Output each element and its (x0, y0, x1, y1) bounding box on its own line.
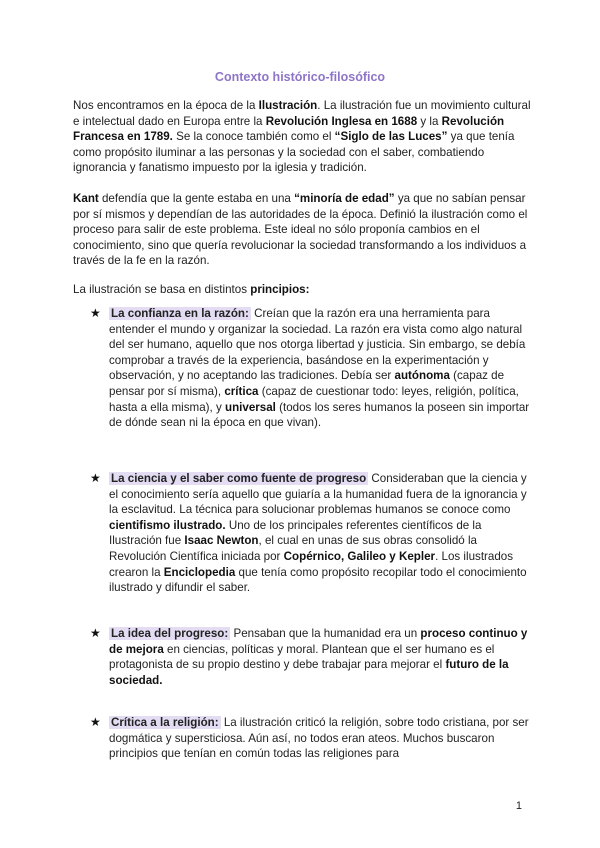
item3-text-2: en ciencias, políticas y moral. Plantean que el ser humano es el protagonista de su propio destino y debe trabajar para mejorar el (109, 642, 495, 672)
page-number: 1 (515, 800, 522, 812)
item1-text-3: (capaz de cuestionar todo: leyes, religión, política, hasta a ella misma), y (109, 384, 519, 414)
item3-bold-proceso: proceso continuo y de mejora (109, 627, 528, 656)
intro-bold-revolucion-inglesa: Revolución Inglesa en 1688 (265, 114, 418, 128)
kant-text-1: defendía que la gente estaba en una (98, 192, 295, 205)
item1-bold-autonoma: autónoma (394, 369, 450, 383)
list-item-ciencia-saber (90, 471, 535, 596)
list-item-text (109, 471, 535, 596)
principles-text: La ilustración se basa en distintos (73, 283, 251, 296)
list-item-text (109, 306, 535, 431)
intro-bold-ilustracion: Ilustración (258, 99, 318, 112)
kant-bold-minoria: “minoría de edad” (294, 192, 395, 205)
list-item-confianza-razon (90, 306, 535, 431)
highlighted-heading: La ciencia y el saber como fuente de progreso (111, 472, 367, 485)
item1-text-2: (capaz de pensar por sí misma), (109, 369, 505, 398)
item3-bold-futuro: futuro de la sociedad. (109, 658, 509, 687)
intro-text-5: ya que tenía como propósito iluminar a las personas y la sociedad con el saber, combatiendo ignorancia y fanatismo impuesto por la iglesia y tradición. (73, 130, 515, 175)
list-item-text (109, 715, 535, 762)
intro-paragraph (73, 98, 533, 176)
item1-bold-universal: universal (224, 400, 276, 414)
item1-text-4: (todos los seres humanos la poseen sin importar de dónde sean ni la época en que vivan). (109, 400, 530, 430)
star-bullet-icon: ★ (90, 306, 101, 320)
star-bullet-icon: ★ (90, 626, 101, 640)
kant-text-2: ya que no sabían pensar por sí mismos y dependían de las autoridades de la época. Definió la ilustración como el proceso para salir de este problema. Este ideal no sólo proponía cambios en el conocimiento, sino que quería revolucionar la sociedad transformando a los individuos a través de la fe en la razón. (73, 192, 528, 268)
list-item-idea-progreso (90, 626, 535, 688)
highlighted-heading: Crítica a la religión: (111, 716, 219, 729)
item2-bold-enciclopedia: Enciclopedia (163, 565, 236, 579)
item2-bold-newton: Isaac Newton (184, 534, 259, 548)
intro-bold-siglo-luces: “Siglo de las Luces” (334, 130, 448, 144)
principles-bold: principios: (250, 283, 310, 296)
item2-text-1: Consideraban que la ciencia y el conocimiento sería aquello que guiaría a la humanidad fuera de la ignorancia y la esclavitud. La técnica para solucionar problemas humanos se conoce como (109, 472, 527, 517)
document-title: Contexto histórico-filosófico (214, 70, 386, 84)
intro-text-4: Se la conoce también como el (172, 130, 335, 144)
item2-text-3: , el cual en unas de sus obras consolidó la Revolución Científica iniciada por (109, 534, 478, 563)
item1-bold-critica: crítica (224, 384, 259, 398)
principles-intro (73, 282, 533, 298)
kant-bold-name: Kant (73, 192, 99, 205)
star-bullet-icon: ★ (90, 715, 101, 729)
intro-text-3: y la (417, 114, 442, 128)
list-item-critica-religion (90, 715, 535, 762)
item2-bold-cientifismo: cientifismo ilustrado. (109, 518, 226, 532)
intro-bold-revolucion-francesa: Revolución Francesa en 1789. (73, 114, 505, 144)
intro-text-1: Nos encontramos en la época de la (73, 99, 259, 112)
list-item-text (109, 626, 535, 688)
item2-text-2: Uno de los principales referentes científicos de la Ilustración fue (109, 518, 482, 548)
highlighted-heading: La idea del progreso: (111, 627, 229, 640)
kant-paragraph (73, 191, 533, 269)
intro-text-2: . La ilustración fue un movimiento cultural e intelectual dado en Europa entre la (73, 99, 531, 128)
star-bullet-icon: ★ (90, 471, 101, 485)
highlighted-heading: La confianza en la razón: (111, 307, 249, 320)
item3-text-1: Pensaban que la humanidad era un (230, 627, 421, 640)
item2-text-4: . Los ilustrados crearon la (109, 549, 514, 579)
item2-bold-copernico: Copérnico, Galileo y Kepler (283, 549, 436, 563)
item1-text-1: Creían que la razón era una herramienta para entender el mundo y organizar la sociedad. La razón era vista como algo natural del ser humano, aquello que nos otorga libertad y justicia. Sin embargo, se debía comprobar a través de la experiencia, basándose en la experimentación y observación, y no aceptando las tradiciones. Debía ser (109, 307, 526, 383)
item2-text-5: que tenía como propósito recopilar todo el conocimiento ilustrado y difundir el saber. (109, 565, 527, 595)
item4-text-1: La ilustración criticó la religión, sobre todo cristiana, por ser dogmática y supersticiosa. Aún así, no todos eran ateos. Muchos buscaron principios que tenían en común todas las religiones para (109, 716, 529, 761)
